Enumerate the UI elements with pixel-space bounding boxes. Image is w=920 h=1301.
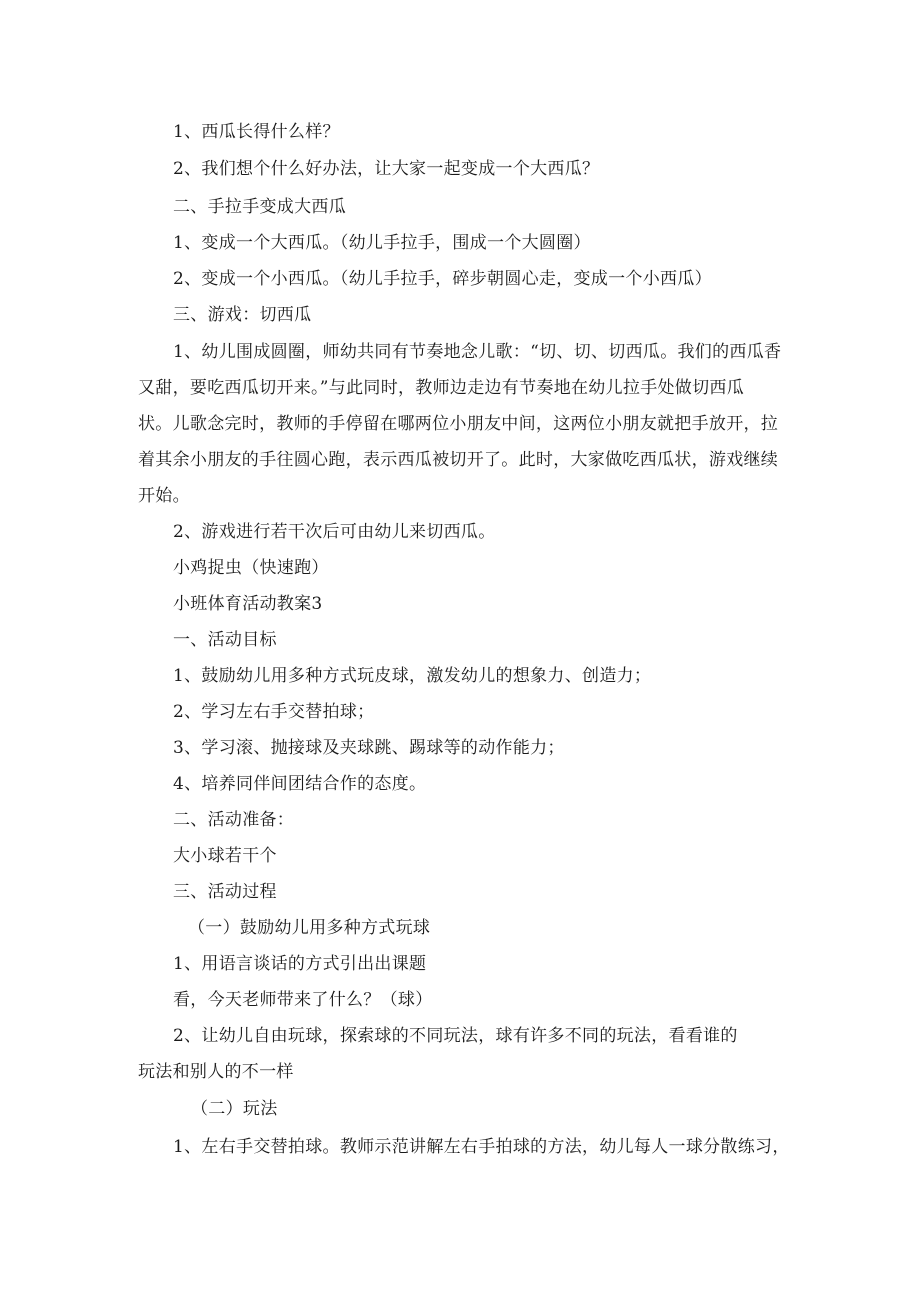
text-line: 开始。 [138, 486, 190, 506]
text-line: 状。儿歌念完时，教师的手停留在哪两位小朋友中间，这两位小朋友就把手放开，拉 [138, 414, 779, 434]
section-heading: 三、活动过程 [173, 882, 277, 902]
section-heading: 三、游戏：切西瓜 [173, 305, 312, 325]
text-line: 1、左右手交替拍球。教师示范讲解左右手拍球的方法，幼儿每人一球分散练习， [173, 1137, 790, 1157]
text-line: 2、让幼儿自由玩球，探索球的不同玩法，球有许多不同的玩法，看看谁的 [173, 1026, 738, 1046]
text-line: 2、我们想个什么好办法，让大家一起变成一个大西瓜？ [173, 159, 600, 179]
subsection-heading: （二）玩法 [191, 1099, 278, 1119]
section-heading: 一、活动目标 [173, 630, 277, 650]
section-heading: 二、活动准备： [173, 810, 295, 830]
text-line: 1、变成一个大西瓜。（幼儿手拉手，围成一个大圆圈） [173, 233, 591, 253]
text-line: 又甜，要吃西瓜切开来。”与此同时，教师边走边有节奏地在幼儿拉手处做切西瓜 [138, 378, 744, 398]
text-line: 1、用语言谈话的方式引出出课题 [173, 954, 427, 974]
text-line: 3、学习滚、抛接球及夹球跳、踢球等的动作能力； [173, 738, 565, 758]
text-line: 2、变成一个小西瓜。（幼儿手拉手，碎步朝圆心走，变成一个小西瓜） [173, 269, 712, 289]
text-line: 小鸡捉虫（快速跑） [173, 558, 329, 578]
text-line: 1、幼儿围成圆圈，师幼共同有节奏地念儿歌：“切、切、切西瓜。我们的西瓜香 [173, 342, 782, 362]
text-line: 看，今天老师带来了什么？（球） [173, 990, 433, 1010]
subsection-heading: （一）鼓励幼儿用多种方式玩球 [188, 918, 431, 938]
text-line: 2、学习左右手交替拍球； [173, 702, 375, 722]
text-line: 玩法和别人的不一样 [138, 1062, 294, 1082]
section-heading: 二、手拉手变成大西瓜 [173, 197, 346, 217]
document-title: 小班体育活动教案3 [173, 594, 323, 614]
text-line: 大小球若干个 [173, 846, 277, 866]
text-line: 4、培养同伴间团结合作的态度。 [173, 774, 427, 794]
text-line: 1、鼓励幼儿用多种方式玩皮球，激发幼儿的想象力、创造力； [173, 666, 652, 686]
text-line: 2、游戏进行若干次后可由幼儿来切西瓜。 [173, 522, 496, 542]
text-line: 着其余小朋友的手往圆心跑，表示西瓜被切开了。此时，大家做吃西瓜状，游戏继续 [138, 450, 779, 470]
text-line: 1、西瓜长得什么样？ [173, 122, 340, 142]
